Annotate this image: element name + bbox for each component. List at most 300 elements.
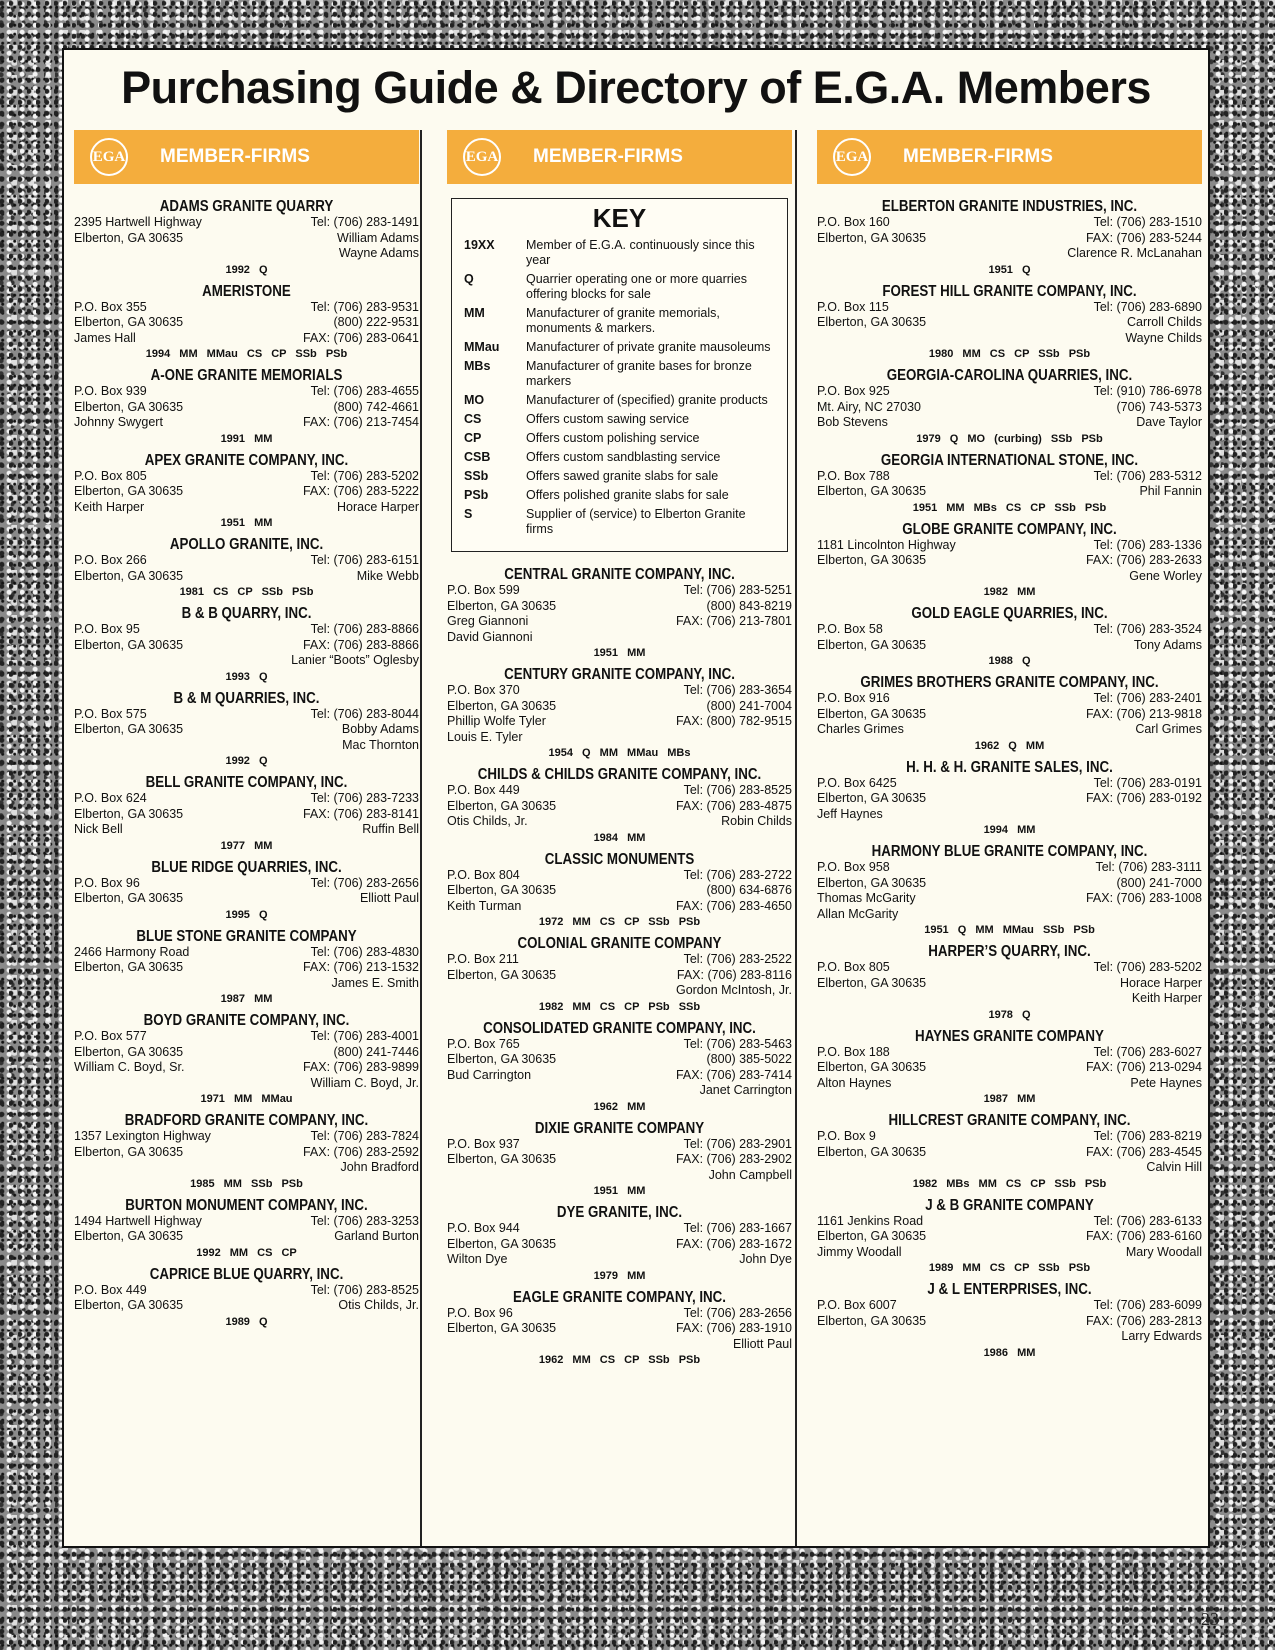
contact-line: Clarence R. McLanahan: [1067, 246, 1202, 260]
contact-line: (800) 241-7004: [706, 698, 792, 713]
firm-entry: [817, 1028, 1202, 1106]
contact-line: Horace Harper: [337, 499, 419, 514]
membership-codes: 1972 MM CS CP SSb PSb: [538, 916, 701, 928]
firm-contacts: [676, 1221, 792, 1268]
firm-entry: [447, 766, 792, 844]
address-line: Elberton, GA 30635: [74, 722, 184, 736]
firm-address: [817, 860, 926, 922]
address-line: Thomas McGarity: [817, 891, 916, 905]
key-row: [464, 359, 775, 389]
contact-line: FAX: (706) 283-2592: [302, 1144, 419, 1159]
key-description: Manufacturer of granite memorials, monuments & markers.: [526, 306, 720, 335]
firm-contacts: [676, 1137, 792, 1184]
firm-name: BLUE STONE GRANITE COMPANY: [136, 927, 357, 945]
contact-line: Tel: (706) 283-6099: [1093, 1298, 1202, 1312]
contact-line: Lanier “Boots” Oglesby: [291, 653, 419, 667]
firm-entry: [74, 859, 419, 921]
contact-line: James E. Smith: [331, 975, 419, 990]
contact-line: Gordon McIntosh, Jr.: [675, 983, 792, 997]
address-line: Elberton, GA 30635: [817, 1313, 927, 1328]
firm-entry: [817, 759, 1202, 837]
firm-entry: [74, 928, 419, 1006]
firm-details: [74, 1214, 419, 1245]
address-line: P.O. Box 765: [447, 1036, 520, 1051]
firm-name: CONSOLIDATED GRANITE COMPANY, INC.: [483, 1019, 756, 1037]
address-line: Allan McGarity: [817, 906, 899, 921]
address-line: Wilton Dye: [447, 1252, 508, 1266]
firm-name: DYE GRANITE, INC.: [556, 1204, 683, 1221]
firm-details: [74, 1283, 419, 1314]
contact-line: FAX: (706) 283-4545: [1085, 1144, 1202, 1159]
address-line: P.O. Box 805: [74, 468, 147, 483]
firm-details: [74, 553, 419, 584]
firm-contacts: [311, 1214, 419, 1245]
contact-line: FAX: (706) 283-2633: [1085, 553, 1202, 567]
firm-details: [74, 622, 419, 669]
firm-name: HAYNES GRANITE COMPANY: [915, 1027, 1104, 1045]
firm-address: [74, 1283, 183, 1314]
firm-entry: [447, 566, 792, 659]
contact-line: Gene Worley: [1129, 568, 1202, 583]
contact-line: Tel: (706) 283-6133: [1093, 1213, 1202, 1228]
address-line: P.O. Box 939: [74, 384, 147, 398]
contact-line: Tel: (706) 283-2656: [310, 875, 419, 890]
firm-contacts: [1086, 1045, 1202, 1092]
column-divider: [420, 130, 422, 1546]
contact-line: FAX: (706) 283-8116: [676, 967, 792, 982]
firm-details: [447, 952, 792, 999]
contact-line: FAX: (706) 283-0192: [1085, 791, 1202, 805]
firm-address: [817, 384, 921, 431]
address-line: Keith Turman: [447, 898, 522, 913]
member-firms-banner: [817, 130, 1202, 184]
firm-details: [817, 1045, 1202, 1092]
contact-line: Calvin Hill: [1146, 1160, 1202, 1174]
key-code: CSB: [464, 450, 491, 464]
firm-details: [447, 683, 792, 745]
firm-name: ADAMS GRANITE QUARRY: [159, 198, 334, 215]
key-row: [464, 393, 775, 408]
firm-details: [447, 783, 792, 830]
contact-line: FAX: (706) 283-8866: [302, 637, 419, 652]
firm-address: [817, 1045, 926, 1092]
membership-codes: 1982 MM: [983, 586, 1036, 598]
firm-address: [74, 945, 189, 992]
contact-line: Tel: (706) 283-2901: [683, 1136, 792, 1151]
banner-label: MEMBER-FIRMS: [160, 146, 310, 167]
contact-line: Wayne Adams: [338, 246, 419, 260]
column-divider: [795, 130, 797, 1546]
contact-line: Tel: (706) 283-2401: [1093, 691, 1202, 705]
firm-entry: [817, 605, 1202, 667]
firm-address: [817, 1214, 926, 1261]
contact-line: FAX: (706) 213-7454: [302, 415, 419, 429]
address-line: Elberton, GA 30635: [817, 315, 927, 329]
address-line: P.O. Box 96: [447, 1305, 513, 1320]
contact-line: Robin Childs: [721, 814, 792, 828]
contact-line: Tel: (706) 283-1336: [1093, 537, 1202, 552]
key-code: 19XX: [464, 238, 495, 252]
contact-line: Mac Thornton: [342, 737, 419, 752]
page-number: 23: [1201, 1609, 1219, 1629]
address-line: 1357 Lexington Highway: [74, 1129, 211, 1143]
firm-address: [817, 215, 926, 262]
firm-name: GEORGIA-CAROLINA QUARRIES, INC.: [886, 367, 1133, 384]
address-line: P.O. Box 355: [74, 299, 147, 314]
membership-codes: 1992 MM CS CP: [196, 1246, 297, 1259]
key-row: [464, 507, 775, 537]
firm-contacts: [1086, 1129, 1202, 1176]
address-line: Jimmy Woodall: [817, 1244, 902, 1259]
firm-contacts: [1086, 860, 1202, 922]
contact-line: Tel: (706) 283-5202: [310, 468, 419, 483]
key-code: MM: [464, 306, 485, 320]
key-code: S: [464, 507, 473, 521]
contact-line: Horace Harper: [1120, 975, 1202, 990]
firm-contacts: [1086, 1214, 1202, 1261]
membership-codes: 1979 MM: [593, 1269, 646, 1282]
membership-codes: 1951 MM: [593, 647, 646, 659]
contact-line: John Campbell: [708, 1167, 792, 1182]
address-line: Elberton, GA 30635: [74, 1144, 184, 1159]
firm-entry: [74, 283, 419, 361]
firm-address: [74, 215, 202, 262]
firm-address: [74, 707, 183, 754]
firm-name: CLASSIC MONUMENTS: [544, 850, 695, 868]
firm-entry: [74, 536, 419, 598]
firm-details: [447, 1137, 792, 1184]
firm-details: [74, 876, 419, 907]
contact-line: Tel: (706) 283-9531: [310, 299, 419, 314]
key-description: Supplier of (service) to Elberton Granite firms: [526, 507, 746, 536]
contact-line: Carroll Childs: [1126, 315, 1202, 329]
firm-contacts: [311, 707, 419, 754]
membership-codes: 1962 Q MM: [974, 739, 1045, 752]
membership-codes: 1994 MM: [983, 824, 1036, 836]
banner-label: MEMBER-FIRMS: [533, 146, 683, 167]
contact-line: Tel: (706) 283-8044: [310, 706, 419, 721]
address-line: Elberton, GA 30635: [817, 1229, 927, 1243]
contact-line: William C. Boyd, Jr.: [310, 1075, 419, 1090]
contact-line: (800) 385-5022: [706, 1052, 792, 1066]
firm-address: [817, 622, 926, 653]
firm-details: [817, 215, 1202, 262]
address-line: James Hall: [74, 330, 136, 345]
key-row: [464, 238, 775, 268]
firm-name: CHILDS & CHILDS GRANITE COMPANY, INC.: [477, 766, 762, 783]
firm-entry: [74, 690, 419, 768]
firm-contacts: [676, 783, 792, 830]
key-code: MMau: [464, 340, 500, 354]
address-line: Jeff Haynes: [817, 806, 883, 821]
contact-line: Tel: (706) 283-5463: [683, 1036, 792, 1051]
firm-entry: [817, 452, 1202, 514]
address-line: Elberton, GA 30635: [447, 598, 557, 613]
contact-line: FAX: (706) 283-1672: [675, 1236, 792, 1251]
contact-line: Bobby Adams: [341, 722, 419, 736]
contact-line: John Dye: [739, 1252, 792, 1266]
firm-contacts: [1086, 776, 1202, 823]
firm-contacts: [303, 300, 419, 347]
contact-line: FAX: (706) 283-4875: [675, 798, 792, 813]
firm-contacts: [1086, 691, 1202, 738]
address-line: P.O. Box 370: [447, 683, 520, 697]
contact-line: Janet Carrington: [699, 1083, 792, 1097]
membership-codes: 1992 Q: [225, 263, 268, 276]
contact-line: Tel: (706) 283-3524: [1093, 622, 1202, 636]
key-description: Offers custom sandblasting service: [526, 450, 721, 464]
address-line: William C. Boyd, Sr.: [74, 1060, 185, 1074]
firm-list: [817, 198, 1202, 1359]
address-line: P.O. Box 577: [74, 1029, 147, 1043]
firm-contacts: [303, 1029, 419, 1091]
firm-address: [74, 791, 183, 838]
member-firms-banner: [74, 130, 419, 184]
contact-line: Ruffin Bell: [362, 822, 419, 836]
membership-codes: 1986 MM: [983, 1346, 1036, 1359]
key-description: Quarrier operating one or more quarries offering blocks for sale: [526, 272, 747, 301]
contact-line: Tel: (706) 283-1491: [310, 215, 419, 229]
firm-details: [817, 1214, 1202, 1261]
firm-name: GRIMES BROTHERS GRANITE COMPANY, INC.: [860, 674, 1159, 691]
contact-line: (800) 843-8219: [706, 598, 792, 613]
membership-codes: 1981 CS CP SSb PSb: [179, 586, 314, 598]
membership-codes: 1971 MM MMau: [200, 1093, 293, 1105]
address-line: Bob Stevens: [817, 415, 888, 429]
key-code: MBs: [464, 359, 491, 373]
firm-address: [447, 1037, 556, 1099]
contact-line: FAX: (706) 283-4650: [675, 898, 792, 913]
firm-contacts: [1094, 622, 1202, 653]
firm-entry: [817, 283, 1202, 361]
firm-address: [817, 538, 956, 585]
firm-entry: [817, 367, 1202, 445]
membership-codes: 1984 MM: [593, 831, 646, 844]
key-description: Offers polished granite slabs for sale: [526, 488, 729, 502]
membership-codes: 1979 Q MO (curbing) SSb PSb: [916, 432, 1103, 445]
membership-codes: 1951 MM: [220, 517, 273, 529]
contact-line: Tel: (706) 283-2656: [683, 1305, 792, 1320]
address-line: P.O. Box 188: [817, 1044, 890, 1059]
firm-name: CENTURY GRANITE COMPANY, INC.: [504, 666, 735, 683]
address-line: David Giannoni: [447, 629, 533, 644]
membership-codes: 1994 MM MMau CS CP SSb PSb: [145, 348, 348, 360]
firm-details: [74, 384, 419, 431]
contact-line: FAX: (706) 283-6160: [1085, 1229, 1202, 1243]
address-line: Elberton, GA 30635: [74, 1298, 184, 1312]
key-description: Manufacturer of (specified) granite products: [526, 393, 768, 407]
address-line: Louis E. Tyler: [447, 729, 523, 744]
firm-contacts: [311, 553, 419, 584]
contact-line: Tel: (706) 283-3253: [310, 1213, 419, 1228]
firm-entry: [447, 1120, 792, 1198]
contact-line: Pete Haynes: [1130, 1075, 1202, 1090]
contact-line: (800) 241-7000: [1116, 875, 1202, 890]
membership-codes: 1993 Q: [225, 670, 268, 683]
address-line: Elberton, GA 30635: [447, 1152, 557, 1166]
page-title: Purchasing Guide & Directory of E.G.A. Members: [121, 62, 1151, 113]
contact-line: Tel: (706) 283-5312: [1093, 468, 1202, 483]
key-row: [464, 412, 775, 427]
address-line: Elberton, GA 30635: [447, 698, 557, 713]
column-1: [74, 130, 419, 1546]
key-box: [451, 198, 788, 552]
contact-line: FAX: (706) 283-2813: [1085, 1313, 1202, 1328]
address-line: Elberton, GA 30635: [817, 975, 927, 990]
membership-codes: 1982 MM CS CP PSb SSb: [538, 1000, 701, 1013]
address-line: P.O. Box 9: [817, 1129, 876, 1143]
firm-details: [74, 1029, 419, 1091]
firm-contacts: [311, 1283, 419, 1314]
address-line: Otis Childs, Jr.: [447, 814, 528, 828]
firm-name: GEORGIA INTERNATIONAL STONE, INC.: [880, 451, 1139, 469]
firm-details: [74, 945, 419, 992]
address-line: Greg Giannoni: [447, 614, 529, 628]
key-code: MO: [464, 393, 485, 407]
contact-line: Mike Webb: [356, 568, 419, 583]
contact-line: Tel: (706) 283-6890: [1093, 299, 1202, 314]
contact-line: (706) 743-5373: [1116, 399, 1202, 414]
firm-entry: [74, 605, 419, 683]
contact-line: FAX: (706) 283-2902: [675, 1152, 792, 1166]
firm-details: [817, 300, 1202, 347]
address-line: P.O. Box 599: [447, 583, 520, 597]
firm-name: ELBERTON GRANITE INDUSTRIES, INC.: [881, 198, 1138, 215]
firm-contacts: [303, 384, 419, 431]
firm-address: [74, 1214, 202, 1245]
address-line: Elberton, GA 30635: [74, 484, 184, 498]
firm-list: [447, 566, 792, 1366]
address-line: P.O. Box 449: [447, 783, 520, 797]
membership-codes: 1962 MM CS CP SSb PSb: [538, 1354, 701, 1366]
contact-line: William Adams: [337, 230, 419, 245]
key-title: KEY: [592, 203, 647, 233]
firm-details: [74, 707, 419, 754]
contact-line: Tel: (706) 283-5251: [683, 583, 792, 597]
key-description: Offers custom sawing service: [526, 412, 690, 426]
directory-panel: [62, 48, 1210, 1548]
membership-codes: 1982 MBs MM CS CP SSb PSb: [912, 1177, 1107, 1190]
contact-line: Otis Childs, Jr.: [338, 1298, 419, 1312]
key-row: [464, 450, 775, 465]
firm-details: [74, 215, 419, 262]
membership-codes: 1992 Q: [225, 755, 268, 767]
firm-entry: [447, 666, 792, 759]
ega-logo-icon: EGA: [833, 138, 871, 176]
firm-address: [447, 783, 556, 830]
firm-name: BURTON MONUMENT COMPANY, INC.: [125, 1196, 368, 1214]
contact-line: FAX: (706) 283-0641: [302, 330, 419, 345]
contact-line: FAX: (706) 213-9818: [1085, 706, 1202, 721]
membership-codes: 1991 MM: [220, 432, 273, 445]
firm-address: [74, 300, 183, 347]
firm-contacts: [676, 583, 792, 645]
firm-address: [74, 469, 183, 516]
contact-line: Tel: (706) 283-5202: [1093, 960, 1202, 974]
key-row: [464, 272, 775, 302]
firm-entry: [447, 935, 792, 1013]
address-line: Nick Bell: [74, 822, 123, 836]
address-line: Elberton, GA 30635: [74, 230, 184, 245]
firm-contacts: [676, 868, 792, 915]
firm-name: CENTRAL GRANITE COMPANY, INC.: [504, 566, 735, 583]
column-2: [447, 130, 792, 1546]
firm-entry: [74, 367, 419, 445]
firm-address: [74, 384, 183, 431]
firm-contacts: [311, 215, 419, 262]
firm-address: [447, 952, 556, 999]
address-line: Elberton, GA 30635: [74, 637, 184, 652]
firm-entry: [817, 1281, 1202, 1359]
firm-contacts: [303, 945, 419, 992]
firm-name: BRADFORD GRANITE COMPANY, INC.: [124, 1112, 369, 1129]
contact-line: Tel: (910) 786-6978: [1093, 384, 1202, 398]
firm-contacts: [1094, 469, 1202, 500]
contact-line: Tel: (706) 283-8525: [683, 783, 792, 797]
address-line: P.O. Box 916: [817, 691, 890, 705]
column-3: [817, 130, 1202, 1546]
key-list: [464, 238, 775, 537]
membership-codes: 1978 Q: [988, 1008, 1031, 1021]
firm-details: [447, 583, 792, 645]
firm-address: [447, 868, 556, 915]
firm-address: [817, 1129, 926, 1176]
firm-address: [74, 622, 183, 669]
firm-contacts: [311, 876, 419, 907]
firm-details: [817, 1298, 1202, 1345]
firm-details: [74, 469, 419, 516]
firm-contacts: [1086, 1298, 1202, 1345]
firm-address: [74, 1029, 184, 1091]
ega-logo-icon: EGA: [90, 138, 128, 176]
contact-line: Tel: (706) 283-6151: [310, 553, 419, 567]
address-line: Johnny Swygert: [74, 415, 163, 429]
contact-line: FAX: (706) 283-8141: [302, 806, 419, 821]
address-line: Elberton, GA 30635: [817, 1060, 927, 1074]
firm-entry: [447, 1204, 792, 1282]
address-line: P.O. Box 958: [817, 860, 890, 874]
firm-name: H. H. & H. GRANITE SALES, INC.: [906, 758, 1113, 776]
firm-entry: [817, 943, 1202, 1021]
firm-entry: [74, 774, 419, 852]
contact-line: Tel: (706) 283-8219: [1093, 1129, 1202, 1143]
address-line: Elberton, GA 30635: [817, 791, 927, 805]
contact-line: Tony Adams: [1133, 637, 1202, 652]
membership-codes: 1989 MM CS CP SSb PSb: [928, 1262, 1091, 1274]
firm-contacts: [1094, 300, 1202, 347]
contact-line: Tel: (706) 283-2522: [683, 952, 792, 966]
address-line: 1181 Lincolnton Highway: [817, 537, 956, 552]
firm-name: B & M QUARRIES, INC.: [173, 689, 320, 707]
address-line: Elberton, GA 30635: [74, 1229, 184, 1243]
address-line: Elberton, GA 30635: [817, 553, 927, 567]
firm-list: [74, 198, 419, 1328]
firm-details: [817, 1129, 1202, 1176]
contact-line: (800) 222-9531: [333, 315, 419, 329]
firm-details: [447, 1306, 792, 1353]
firm-address: [74, 876, 183, 907]
firm-contacts: [676, 952, 792, 999]
key-code: Q: [464, 272, 474, 286]
firm-contacts: [676, 683, 792, 745]
firm-name: BLUE RIDGE QUARRIES, INC.: [151, 858, 342, 876]
address-line: 1161 Jenkins Road: [817, 1213, 924, 1228]
firm-name: A-ONE GRANITE MEMORIALS: [150, 367, 343, 384]
firm-address: [817, 776, 926, 823]
contact-line: Elliott Paul: [359, 891, 419, 905]
address-line: Elberton, GA 30635: [74, 568, 184, 583]
address-line: Alton Haynes: [817, 1075, 892, 1090]
